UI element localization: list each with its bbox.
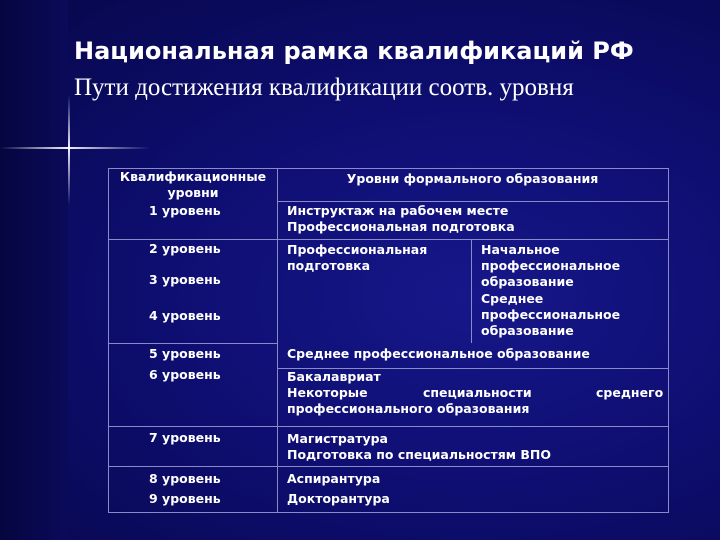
prof-training-line1: Профессиональная: [287, 242, 428, 257]
light-flare-horizontal: [0, 147, 150, 149]
row5-text: Среднее профессиональное образование: [287, 346, 590, 361]
level-1: 1 уровень: [149, 203, 221, 218]
spo-line1: Среднее: [481, 291, 544, 306]
row7-text-line2: Подготовка по специальностям ВПО: [287, 447, 551, 462]
row6-text-line3: профессионального образования: [287, 401, 530, 416]
level-9: 9 уровень: [149, 491, 221, 506]
row-divider: [109, 466, 668, 467]
header-left-line2: уровни: [167, 185, 219, 200]
header-divider: [277, 201, 668, 202]
row-divider: [109, 343, 277, 344]
header-left: [109, 169, 277, 201]
inner-column-divider: [471, 239, 472, 343]
spo-line2: профессиональное: [481, 307, 621, 322]
row6-text-w2: специальности: [423, 385, 532, 400]
row1-text-line1: Инструктаж на рабочем месте: [287, 203, 509, 218]
level-4: 4 уровень: [149, 308, 221, 323]
light-flare-vertical: [68, 95, 70, 205]
row-divider: [109, 426, 668, 427]
row1-text-line2: Профессиональная подготовка: [287, 219, 515, 234]
level-3: 3 уровень: [149, 272, 221, 287]
left-decorative-band: [0, 0, 68, 540]
npo-line1: Начальное: [481, 242, 560, 257]
column-divider: [277, 169, 278, 512]
row8-text: Аспирантура: [287, 471, 381, 486]
level-8: 8 уровень: [149, 471, 221, 486]
qualifications-table: [108, 168, 669, 513]
header-left-line1: Квалификационные: [119, 169, 267, 184]
row-divider: [109, 239, 668, 240]
row9-text: Докторантура: [287, 491, 390, 506]
row7-text-line1: Магистратура: [287, 431, 388, 446]
level-6: 6 уровень: [149, 367, 221, 382]
npo-line2: профессиональное: [481, 258, 621, 273]
row6-text-w3: среднего: [596, 385, 664, 400]
level-5: 5 уровень: [149, 346, 221, 361]
level-2: 2 уровень: [149, 241, 221, 256]
row6-text-w1: Некоторые: [287, 385, 368, 400]
row6-text-line1: Бакалавриат: [287, 369, 381, 384]
slide-title: Национальная рамка квалификаций РФ: [74, 37, 634, 65]
slide-subtitle: Пути достижения квалификации соотв. уровня: [74, 74, 574, 101]
npo-line3: образование: [481, 274, 574, 289]
header-right: Уровни формального образования: [346, 171, 599, 186]
prof-training-line2: подготовка: [287, 258, 371, 273]
level-7: 7 уровень: [149, 430, 221, 445]
spo-line3: образование: [481, 323, 574, 338]
